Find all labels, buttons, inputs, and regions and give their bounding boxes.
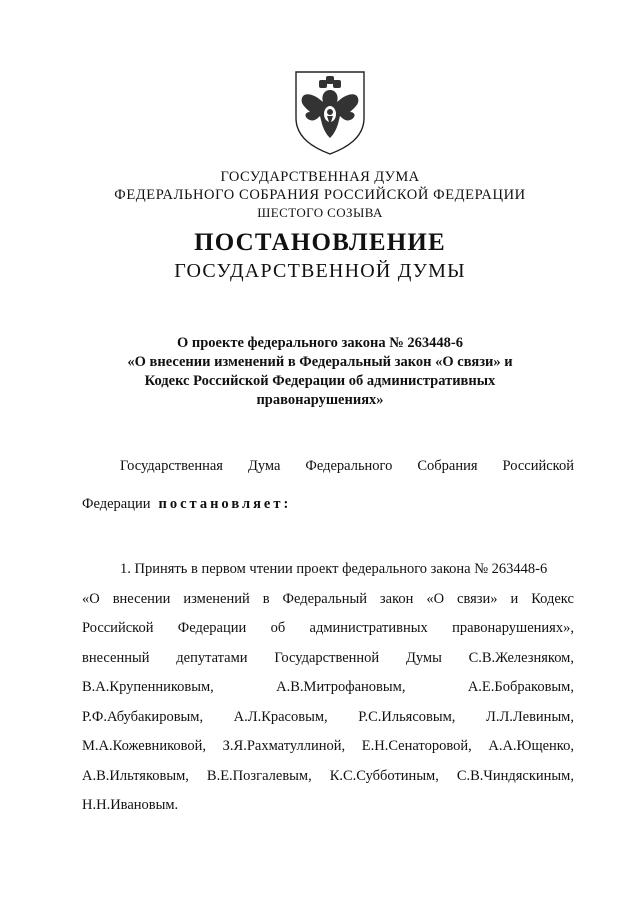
word: Российской <box>502 458 574 474</box>
word: изменений <box>183 590 250 607</box>
item-1-paragraph <box>82 555 574 821</box>
word: «О <box>82 590 100 607</box>
word: З.Я.Рахматуллиной, <box>222 738 346 754</box>
word: А.Л.Красовым, <box>233 708 328 725</box>
word: Н.Н.Ивановым. <box>82 797 179 813</box>
coat-of-arms-emblem <box>290 68 370 156</box>
word: Государственной <box>274 649 380 666</box>
word: Федерации <box>82 495 151 512</box>
word: в <box>262 590 270 607</box>
item-1-line <box>82 762 574 792</box>
item-1-line <box>82 614 574 644</box>
word: административных <box>309 620 428 636</box>
word: Федеральный <box>282 590 367 607</box>
word: внесении <box>112 590 171 607</box>
intro-line-2 <box>82 490 574 520</box>
word: «О <box>426 590 445 607</box>
word: Е.Н.Сенаторовой, <box>361 738 472 754</box>
word: депутатами <box>176 649 248 666</box>
word: Собрания <box>417 458 478 474</box>
word: Л.Л.Левиным, <box>485 708 574 725</box>
word: Федерации <box>177 620 247 636</box>
word: Р.Ф.Абубакировым, <box>82 708 204 725</box>
word: С.В.Чиндяскиным, <box>456 767 574 784</box>
word: Р.С.Ильясовым, <box>358 708 456 725</box>
word: внесенный <box>82 649 150 666</box>
intro-paragraph <box>82 452 574 519</box>
word: А.А.Ющенко, <box>488 738 574 754</box>
word: Думы <box>405 649 442 666</box>
word: К.С.Субботиным, <box>329 767 439 784</box>
item-1-line <box>82 703 574 733</box>
word: об <box>270 620 286 636</box>
document-issuer: ГОСУДАРСТВЕННОЙ ДУМЫ <box>174 260 466 282</box>
word: А.В.Митрофановым, <box>276 679 406 695</box>
word: и <box>510 590 519 607</box>
word: А.В.Ильтяковым, <box>82 767 189 784</box>
item-1-line <box>82 732 574 762</box>
document-subject <box>100 334 540 410</box>
intro-line-1 <box>82 452 574 482</box>
resolves-keyword: постановляет: <box>158 495 292 512</box>
item-1-line <box>82 585 574 615</box>
document-type-title: ПОСТАНОВЛЕНИЕ <box>194 229 446 256</box>
subject-line: «О внесении изменений в Федеральный закон «О связи» и <box>127 354 513 370</box>
item-1-line <box>82 791 574 821</box>
word: В.Е.Позгалевым, <box>206 767 312 784</box>
word: 1. Принять в первом чтении проект федерального закона № 263448-6 <box>120 561 548 577</box>
subject-line: правонарушениях» <box>256 392 384 408</box>
header-line-2: ФЕДЕРАЛЬНОГО СОБРАНИЯ РОССИЙСКОЙ ФЕДЕРАЦИИ <box>114 187 526 203</box>
word: Федерального <box>305 458 393 474</box>
header-line-1: ГОСУДАРСТВЕННАЯ ДУМА <box>220 169 420 185</box>
word: Российской <box>82 620 154 636</box>
word: М.А.Кожевниковой, <box>82 738 207 754</box>
word: Государственная <box>120 458 223 474</box>
word: В.А.Крупенниковым, <box>82 679 214 695</box>
word: правонарушениях», <box>452 620 574 636</box>
word: связи» <box>457 590 498 607</box>
word: Кодекс <box>531 590 574 607</box>
header-line-3: ШЕСТОГО СОЗЫВА <box>257 205 383 220</box>
item-1-line <box>82 644 574 674</box>
word: А.Е.Бобраковым, <box>467 679 574 695</box>
subject-line: О проекте федерального закона № 263448-6 <box>176 335 464 351</box>
word: закон <box>379 590 414 607</box>
item-1-line <box>82 673 574 703</box>
word: С.В.Железняком, <box>468 649 574 666</box>
item-1-line <box>82 555 574 585</box>
word: Дума <box>247 458 281 474</box>
subject-line: Кодекс Российской Федерации об административных <box>144 373 496 389</box>
